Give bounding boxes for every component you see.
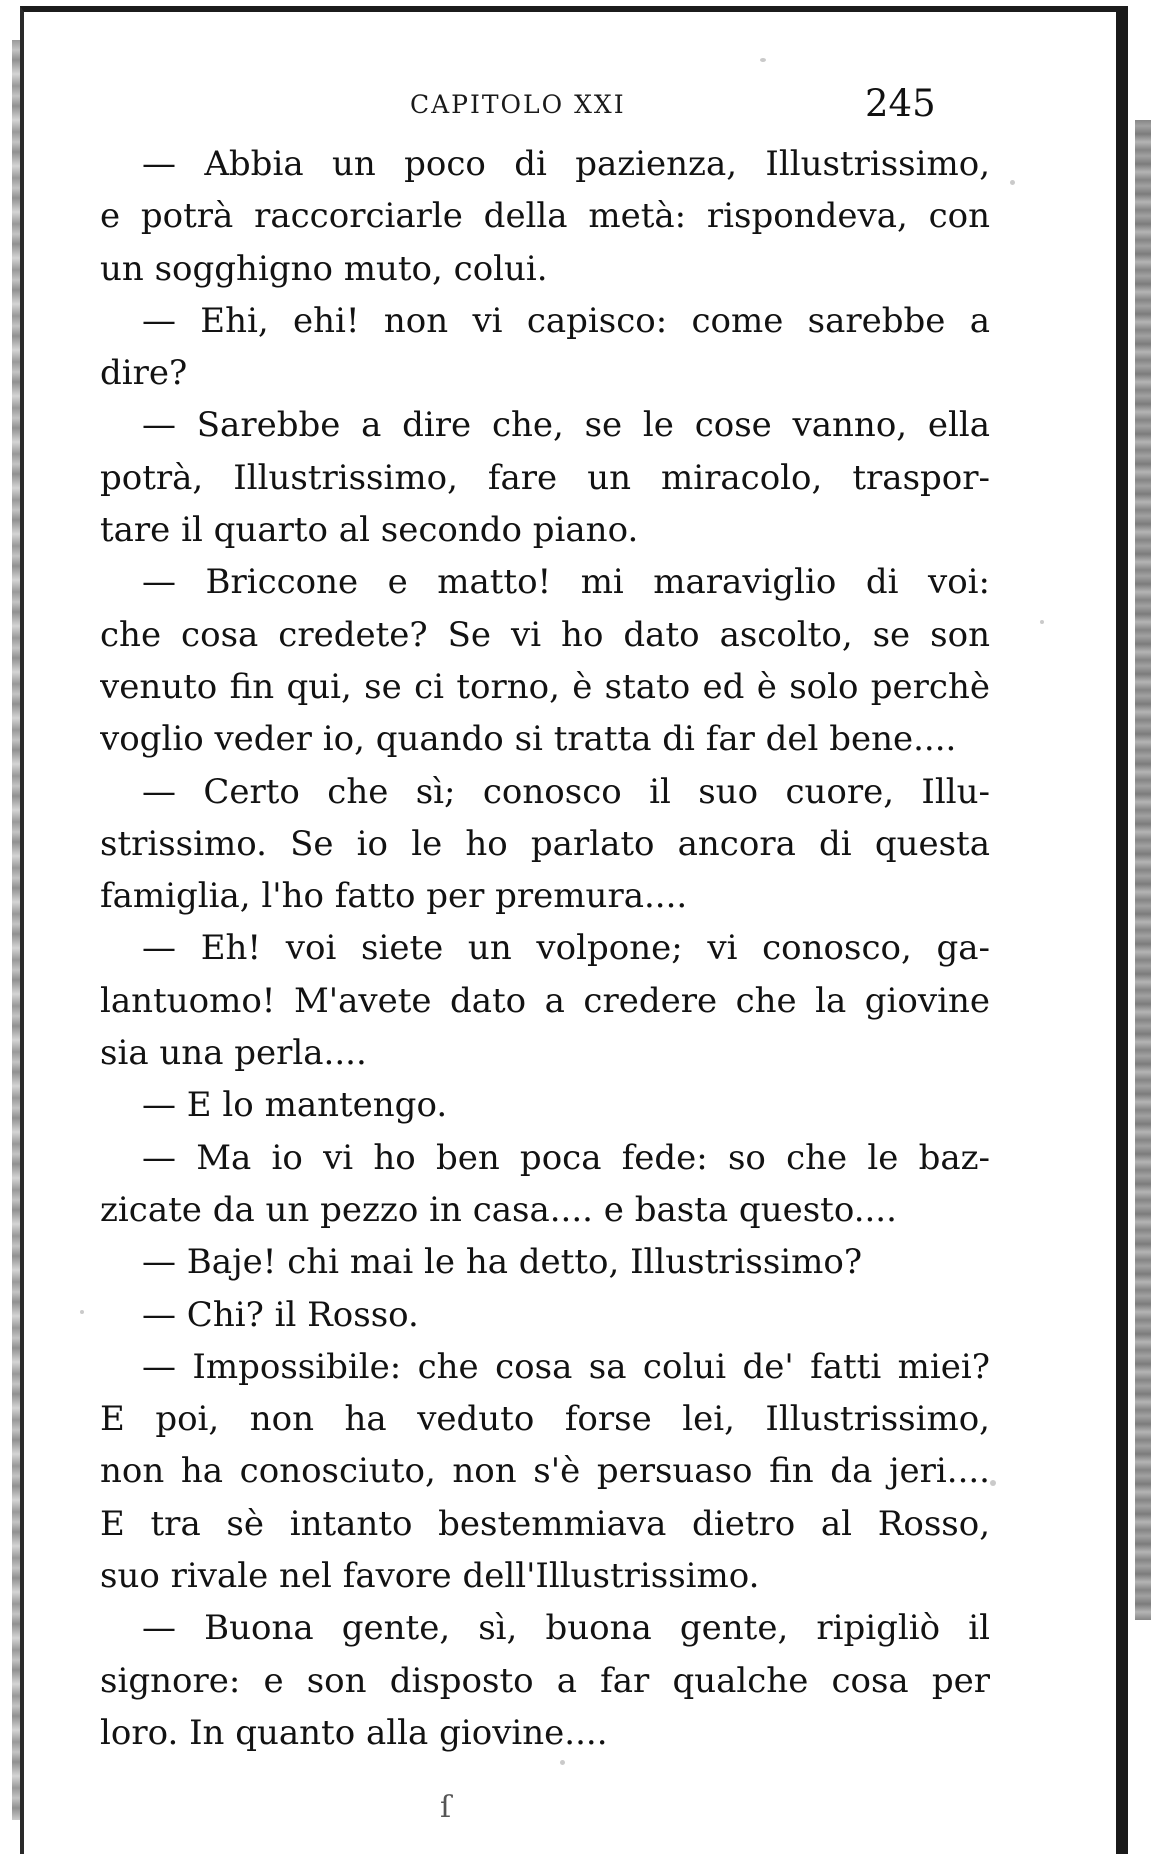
- text-line: strissimo. Se io le ho parlato ancora di questa: [100, 823, 990, 864]
- text-line: venuto fin qui, se ci torno, è stato ed è solo perchè: [100, 666, 990, 707]
- text-line: — Ehi, ehi! non vi capisco: come sarebbe a: [142, 300, 990, 341]
- page-edge-right: [1135, 120, 1151, 1620]
- speckle: [560, 1760, 565, 1765]
- text-line: signore: e son disposto a far qualche cosa per: [100, 1660, 990, 1701]
- speckle: [990, 1480, 996, 1486]
- text-line: — Buona gente, sì, buona gente, ripigliò il: [142, 1608, 990, 1649]
- text-line: — Chi? il Rosso.: [142, 1294, 419, 1335]
- text-line: — Eh! voi siete un volpone; vi conosco, ga-: [142, 928, 990, 969]
- text-line: — Ma io vi ho ben poca fede: so che le baz-: [142, 1137, 990, 1178]
- text-line: — Abbia un poco di pazienza, Illustrissimo,: [142, 144, 990, 184]
- text-line: — E lo mantengo.: [142, 1085, 448, 1126]
- speckle: [1010, 180, 1015, 185]
- running-head: CAPITOLO XXI: [410, 90, 626, 119]
- page-number: 245: [865, 82, 936, 125]
- text-line: non ha conosciuto, non s'è persuaso fin da jeri....: [100, 1451, 990, 1492]
- text-line: — Briccone e matto! mi maraviglio di voi:: [142, 562, 990, 603]
- footer-mark: ſ: [440, 1790, 452, 1825]
- speckle: [1040, 620, 1044, 624]
- text-line: lantuomo! M'avete dato a credere che la giovine: [100, 980, 990, 1021]
- text-line: — Certo che sì; conosco il suo cuore, Illu-: [142, 771, 990, 812]
- text-line: che cosa credete? Se vi ho dato ascolto, se son: [100, 614, 990, 655]
- text-line: E poi, non ha veduto forse lei, Illustrissimo,: [100, 1399, 990, 1440]
- text-line: zicate da un pezzo in casa.... e basta questo....: [100, 1189, 897, 1230]
- text-line: potrà, Illustrissimo, fare un miracolo, traspor-: [100, 457, 990, 498]
- text-line: — Sarebbe a dire che, se le cose vanno, ella: [142, 405, 990, 446]
- text-line: famiglia, l'ho fatto per premura....: [100, 876, 688, 917]
- text-line: — Baje! chi mai le ha detto, Illustrissimo?: [142, 1242, 863, 1283]
- speckle: [760, 58, 766, 62]
- text-line: tare il quarto al secondo piano.: [100, 510, 639, 551]
- text-line: sia una perla....: [100, 1033, 367, 1074]
- body-text: [100, 138, 990, 1759]
- text-line: voglio veder io, quando si tratta di far del bene....: [100, 719, 957, 760]
- text-line: — Impossibile: che cosa sa colui de' fatti miei?: [142, 1346, 990, 1387]
- speckle: [80, 1310, 84, 1314]
- text-line: un sogghigno muto, colui.: [100, 248, 548, 289]
- text-line: e potrà raccorciarle della metà: rispondeva, con: [100, 196, 990, 237]
- text-line: dire?: [100, 353, 188, 394]
- text-line: loro. In quanto alla giovine....: [100, 1712, 608, 1753]
- page-edge-left: [12, 40, 20, 1820]
- text-line: E tra sè intanto bestemmiava dietro al Rosso,: [100, 1503, 990, 1544]
- text-line: suo rivale nel favore dell'Illustrissimo.: [100, 1556, 760, 1597]
- page-header: [100, 82, 1000, 132]
